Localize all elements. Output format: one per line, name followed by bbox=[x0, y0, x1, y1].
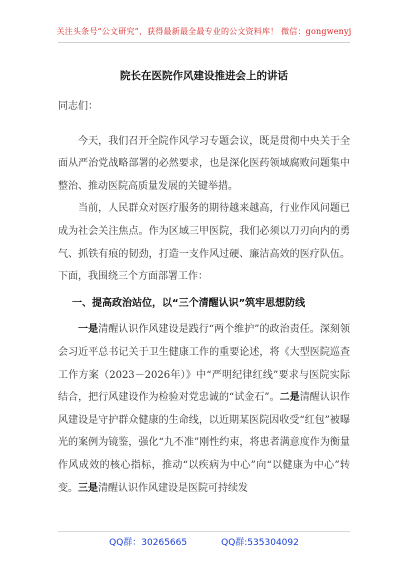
footer-qq-group-1: QQ群：30265665 bbox=[109, 538, 188, 548]
section-heading: 一、提高政治站位，以“三个清醒认识”筑牢思想防线 bbox=[72, 297, 306, 309]
document-body bbox=[58, 96, 350, 500]
header-banner: 关注头条号“公文研究”，获得最新最全最专业的公文资料库！ 微信：gongwenyj bbox=[56, 27, 352, 36]
point-one-text: 清醒认识作风建设是践行“两个维护”的政治责任。深刻领会习近平总书记关于卫生健康工作的重要论述，将《大型医院巡查工作方案（2023－2026年）》中“严明纪律红线”要求与医院实际结合，把行风建设作为检验对党忠诚的“试金石”。 bbox=[58, 324, 350, 404]
header-divider bbox=[58, 42, 350, 43]
lead-three: 三是 bbox=[78, 482, 98, 494]
lead-two: 二是 bbox=[279, 392, 300, 404]
document-title: 院长在医院作风建设推进会上的讲话 bbox=[120, 70, 288, 82]
point-three-text: 清醒认识作风建设是医院可持续发 bbox=[98, 482, 248, 494]
intro-paragraph-2: 当前，人民群众对医疗服务的期待越来越高，行业作风问题已成为社会关注焦点。作为区域三甲医院，我们必须以刀刃向内的勇气、抓铁有痕的韧劲，打造一支作风过硬、廉洁高效的医疗队伍。下面，我围绕三个方面部署工作： bbox=[58, 203, 350, 283]
footer bbox=[0, 535, 408, 548]
footer-qq-group-2: QQ群:535304092 bbox=[221, 538, 299, 548]
section-paragraph bbox=[58, 319, 350, 500]
footer-divider bbox=[58, 531, 350, 532]
lead-one: 一是 bbox=[78, 324, 99, 336]
salutation: 同志们： bbox=[58, 101, 98, 112]
intro-paragraph-1: 今天，我们召开全院作风学习专题会议，既是贯彻中央关于全面从严治党战略部署的必然要求，也是深化医药领域腐败问题集中整治、推动医院高质量发展的关键举措。 bbox=[58, 135, 350, 192]
point-two-text: 清醒认识作风建设是守护群众健康的生命线，以近期某医院因收受“红包”被曝光的案例为镜鉴，强化“九不准”刚性约束，将患者满意度作为衡量作风成效的核心指标，推动“以疾病为中心”向“以健康为中心”转变。 bbox=[58, 392, 350, 494]
